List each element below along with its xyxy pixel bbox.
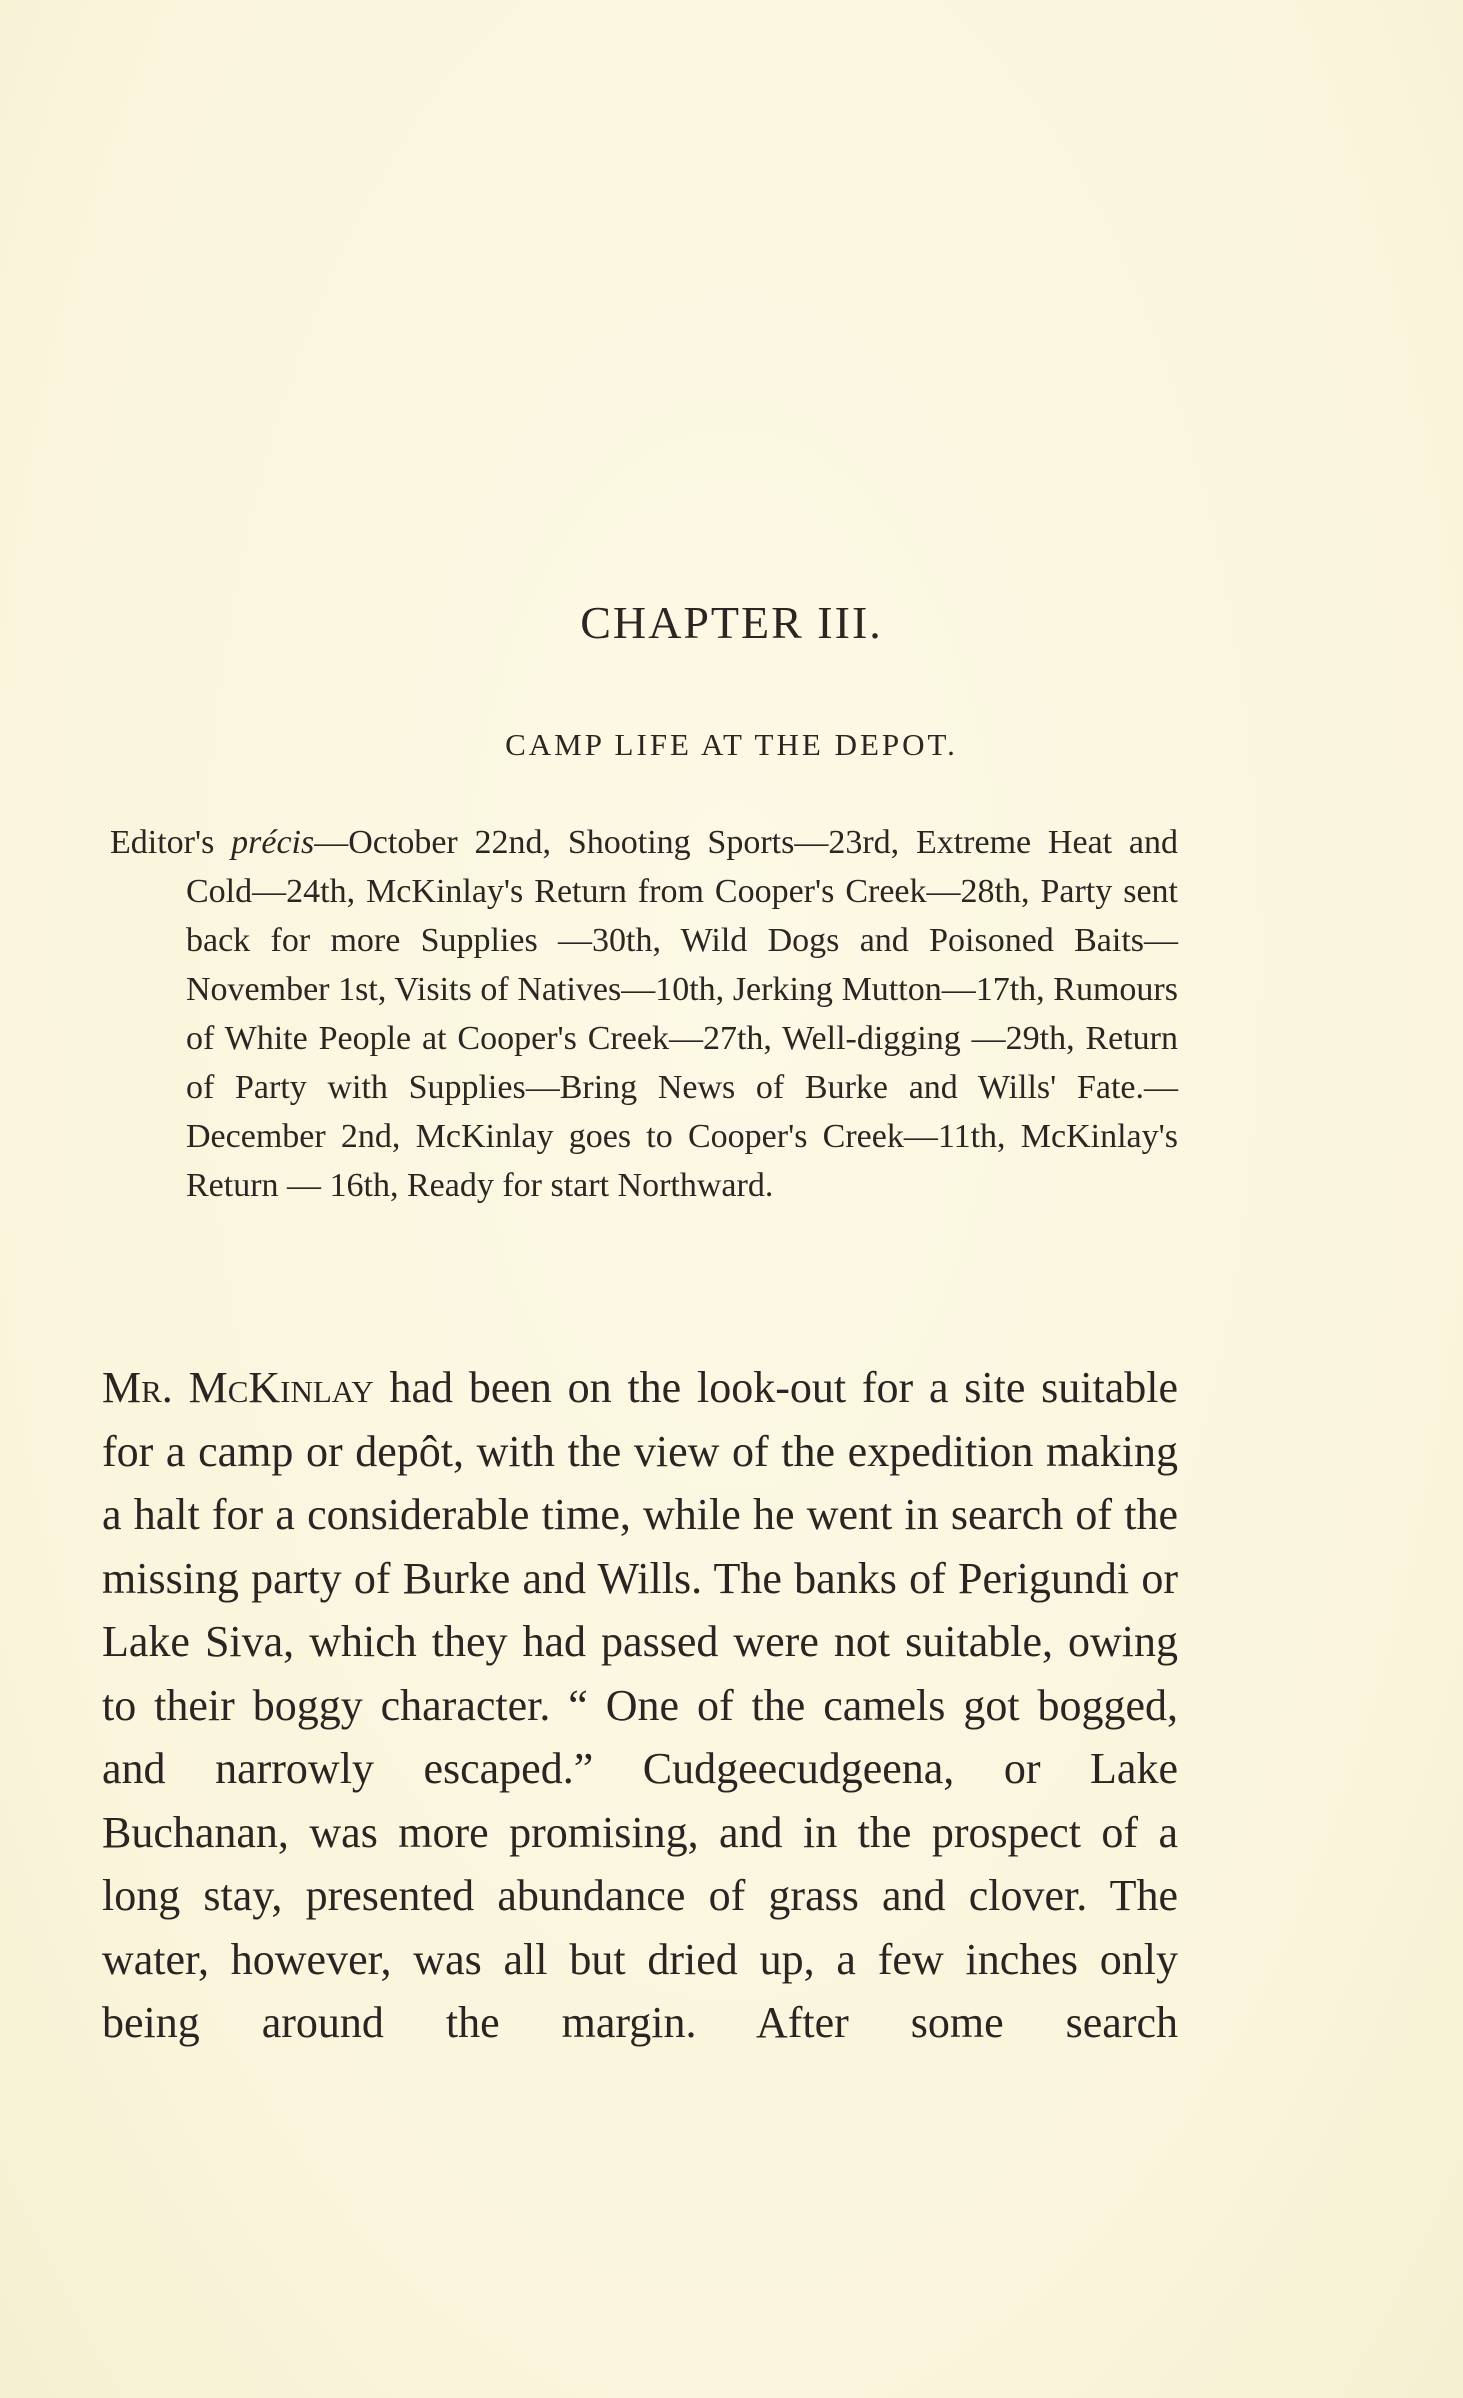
body-text: had been on the look-out for a site suitable for a camp or depôt, with the view of the expedition making a halt for a considerable time, while he went in search of the missing party of Burke and Wills. The banks of Perigundi or Lake Siva, which they had passed were not suitable, owing to their boggy character. “ One of the camels got bogged, and narrowly escaped.” Cudgeecudgeena, or Lake Buchanan, was more promising, and in the prospect of a long stay, presented abundance of grass and clover. The water, however, was all but dried up, a few inches only being around the margin. After some search xyxy=(102,1363,1178,2047)
precis-label-italic: précis xyxy=(231,824,315,861)
body-lead-smallcaps: Mr. McKinlay xyxy=(102,1363,374,1412)
precis-lead xyxy=(110,824,1178,1204)
chapter-subtitle: CAMP LIFE AT THE DEPOT. xyxy=(505,727,958,762)
chapter-precis xyxy=(110,818,1178,1210)
precis-label: Editor's xyxy=(110,824,232,861)
chapter-title: CHAPTER III. xyxy=(580,597,883,648)
precis-text: —October 22nd, Shooting Sports—23rd, Extreme Heat and Cold—24th, McKinlay's Return from Cooper's Creek—28th, Party sent back for more Supplies —30th, Wild Dogs and Poisoned Baits—November 1st, Visits of Natives—10th, Jerking Mutton—17th, Rumours of White People at Cooper's Creek—27th, Well-digging —29th, Return of Party with Supplies—Bring News of Burke and Wills' Fate.—December 2nd, McKinlay goes to Cooper's Creek—11th, McKinlay's Return — 16th, Ready for start Northward. xyxy=(186,824,1178,1204)
body-paragraph xyxy=(102,1356,1178,2055)
